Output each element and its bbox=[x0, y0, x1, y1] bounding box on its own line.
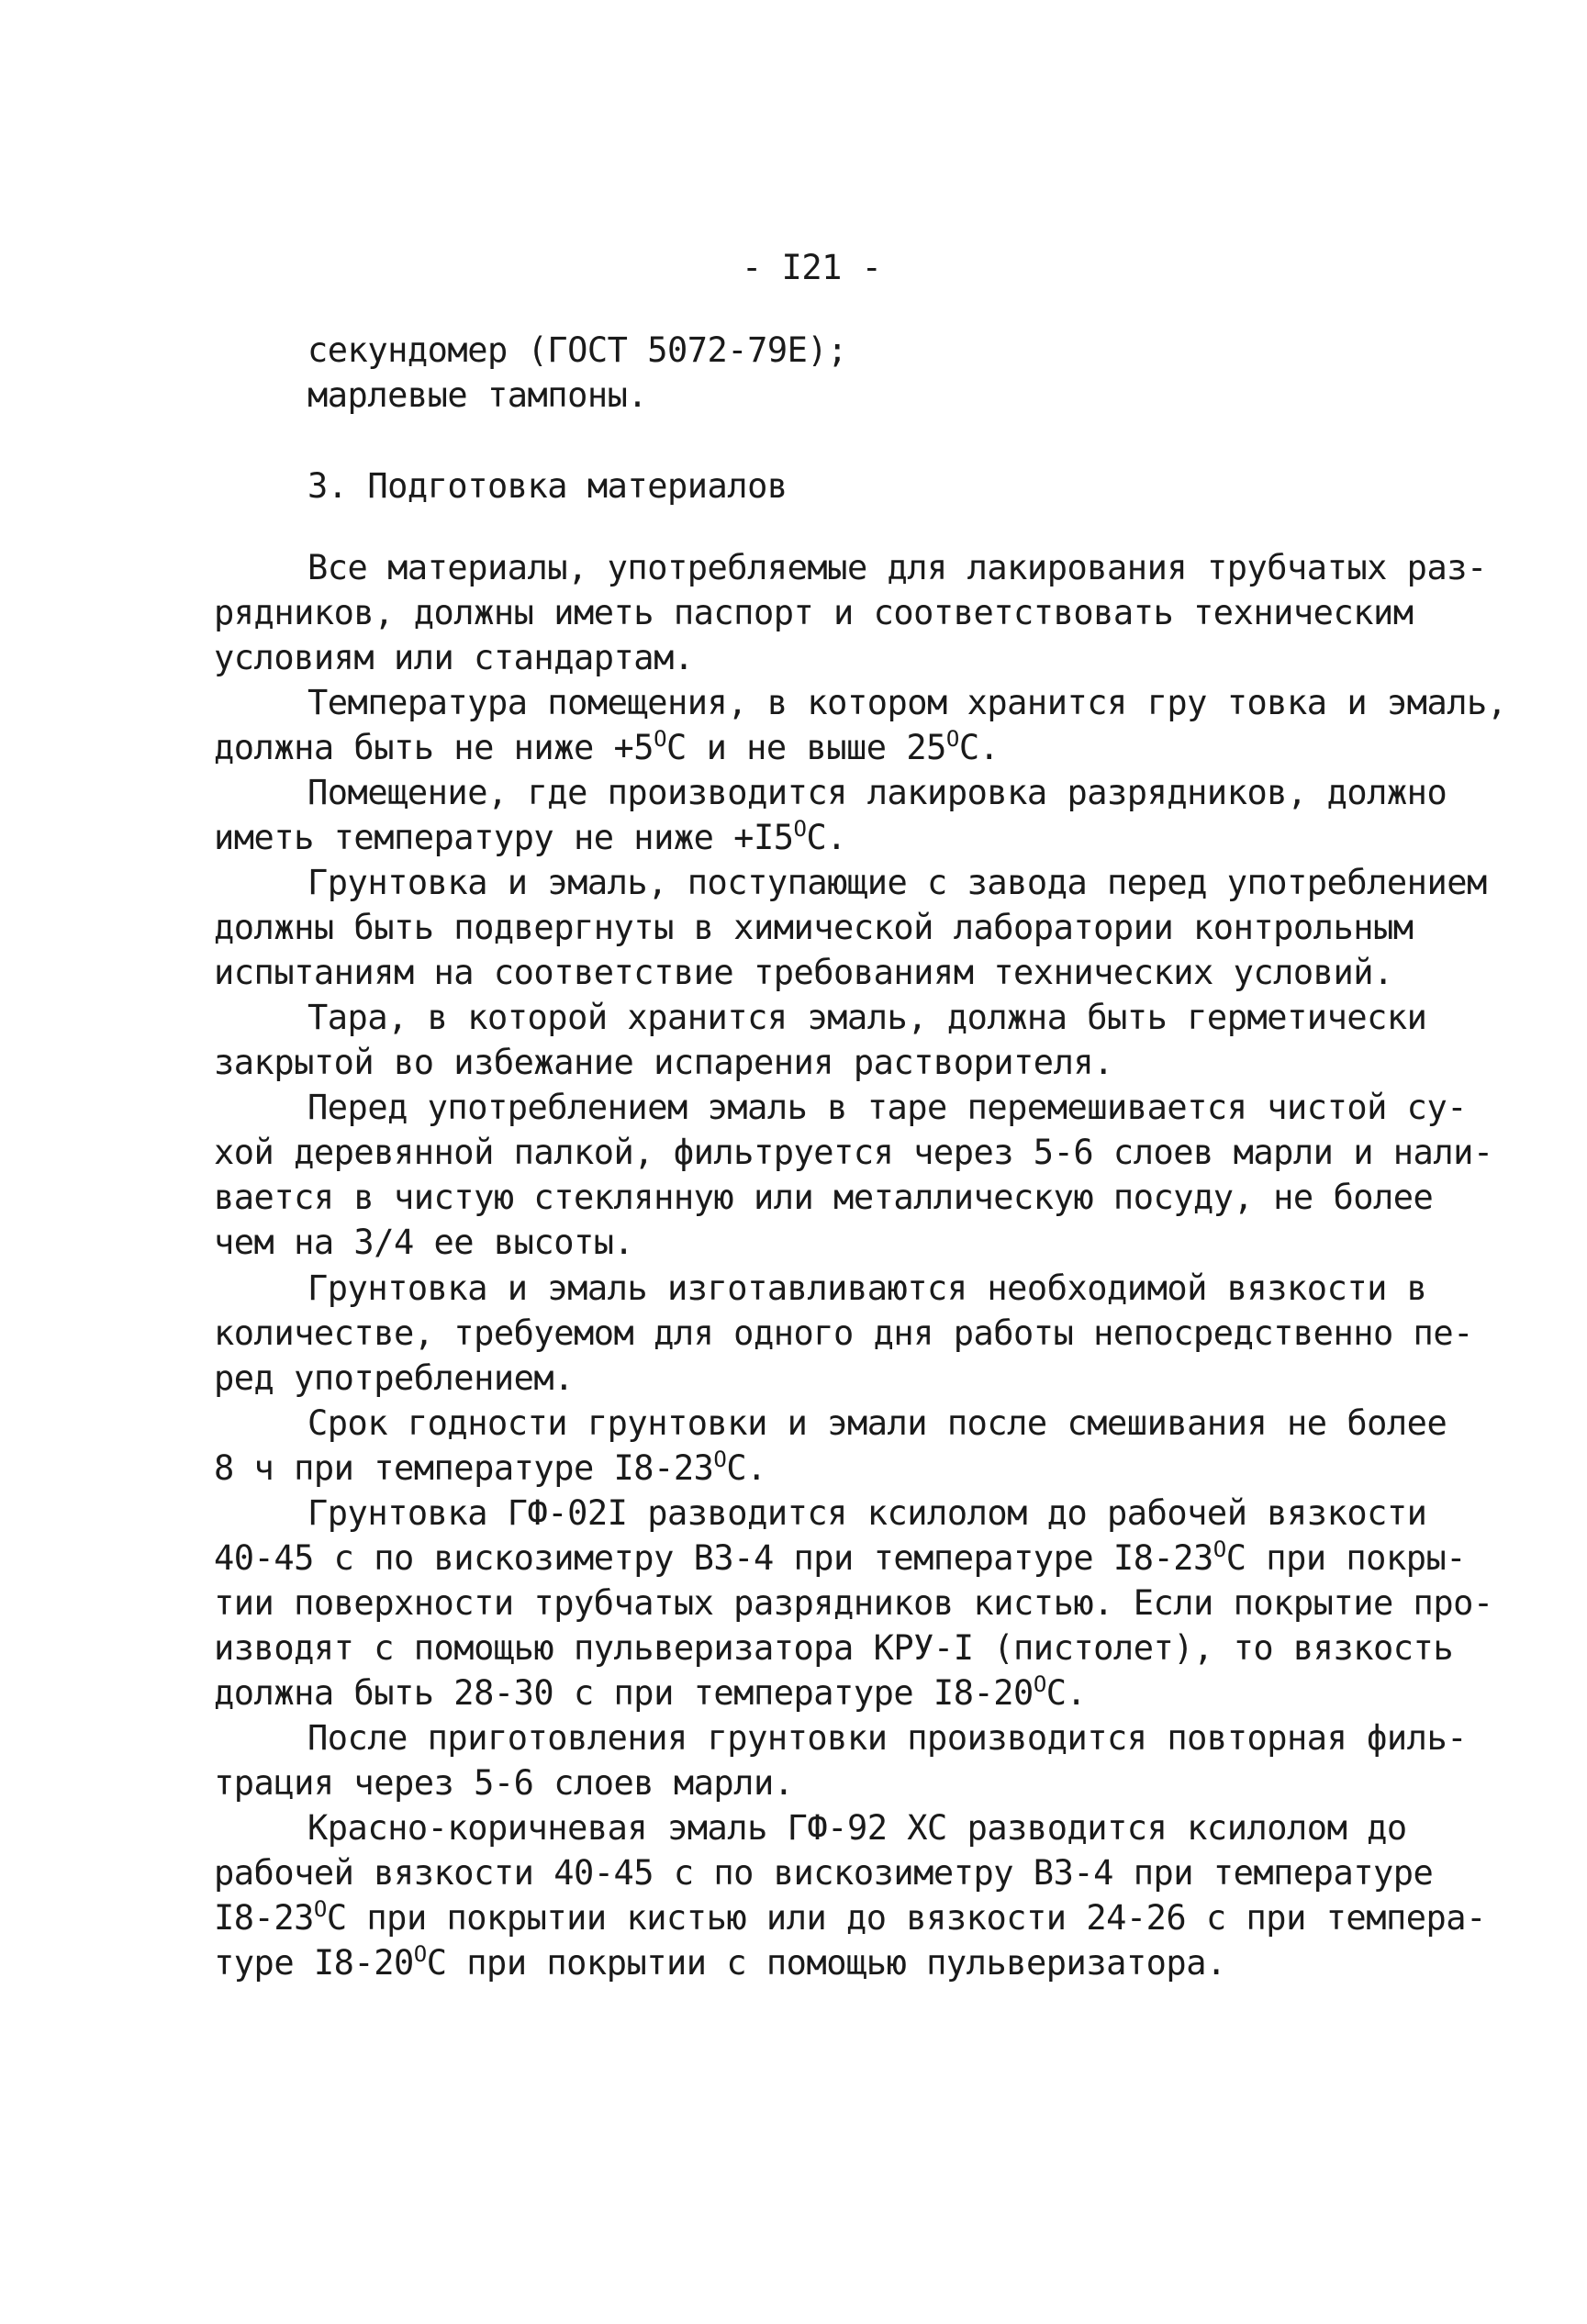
text-line: количестве, требуемом для одного дня работы непосредственно пе- bbox=[214, 1313, 1473, 1353]
text-line: закрытой во избежание испарения растворителя. bbox=[214, 1043, 1113, 1082]
text-line: $I8-23^OС$ при покрытии кистью или до вязкости 24-26 с при темпера- bbox=[214, 1896, 1486, 1938]
text-line: Срок годности грунтовки и эмали после смешивания не более bbox=[307, 1403, 1447, 1443]
text-line: хой деревянной палкой, фильтруется через 5-6 слоев марли и нали- bbox=[214, 1133, 1493, 1172]
text-line: 40-45 с по вискозиметру ВЗ-4 при температуре $I8-23^OС$ при покры- bbox=[214, 1536, 1467, 1578]
text-line: чем на 3/4 ее высоты. bbox=[214, 1223, 634, 1262]
text-line: Помещение, где производится лакировка разрядников, должно bbox=[307, 773, 1447, 812]
text-line: тии поверхности трубчатых разрядников кистью. Если покрытие про- bbox=[214, 1583, 1493, 1623]
text-line: условиям или стандартам. bbox=[214, 638, 694, 677]
text-line: вается в чистую стеклянную или металлическую посуду, не более bbox=[214, 1178, 1434, 1217]
section-heading: 3. Подготовка материалов bbox=[307, 466, 788, 506]
text-line: Грунтовка и эмаль изготавливаются необходимой вязкости в bbox=[307, 1268, 1427, 1308]
text-line: рабочей вязкости 40-45 с по вискозиметру ВЗ-4 при температуре bbox=[214, 1853, 1434, 1893]
text-line: испытаниям на соответствие требованиям технических условий. bbox=[214, 953, 1393, 992]
text-line: После приготовления грунтовки производится повторная филь- bbox=[307, 1718, 1468, 1758]
page-number: - I21 - bbox=[742, 248, 882, 287]
text-line: 8 ч при температуре $I8-23^OС$. bbox=[214, 1447, 766, 1488]
text-line: трация через 5-6 слоев марли. bbox=[214, 1763, 794, 1803]
text-line: ред употреблением. bbox=[214, 1358, 574, 1398]
text-line: изводят с помощью пульверизатора КРУ-I (пистолет), то вязкость bbox=[214, 1628, 1454, 1668]
text-line: иметь температуру не ниже $+I5^OС$. bbox=[214, 816, 847, 857]
text-line: должны быть подвергнуты в химической лаборатории контрольным bbox=[214, 908, 1414, 947]
text-line: Все материалы, употребляемые для лакирования трубчатых раз- bbox=[307, 548, 1487, 587]
text-line: Грунтовка ГФ-02I разводится ксилолом до рабочей вязкости bbox=[307, 1493, 1427, 1533]
text-line: Температура помещения, в котором хранится гру товка и эмаль, bbox=[307, 683, 1507, 722]
text-line: должна быть не ниже $+5^OС$ и не выше $25^OС$. bbox=[214, 726, 1000, 767]
text-line: рядников, должны иметь паспорт и соответствовать техническим bbox=[214, 593, 1414, 632]
text-line: Грунтовка и эмаль, поступающие с завода перед употреблением bbox=[307, 863, 1487, 902]
text-line: Тара, в которой хранится эмаль, должна быть герметически bbox=[307, 998, 1427, 1037]
text-line: Перед употреблением эмаль в таре перемешивается чистой су- bbox=[307, 1088, 1468, 1127]
text-line: должна быть 28-30 с при температуре $I8-20^OС$. bbox=[214, 1671, 1087, 1713]
text-line: марлевые тампоны. bbox=[307, 375, 648, 415]
text-line: туре $I8-20^OС$ при покрытии с помощью пульверизатора. bbox=[214, 1941, 1226, 1983]
text-line: секундомер (ГОСТ 5072-79Е); bbox=[307, 330, 847, 370]
text-line: Красно-коричневая эмаль ГФ-92 ХС разводится ксилолом до bbox=[307, 1808, 1407, 1848]
